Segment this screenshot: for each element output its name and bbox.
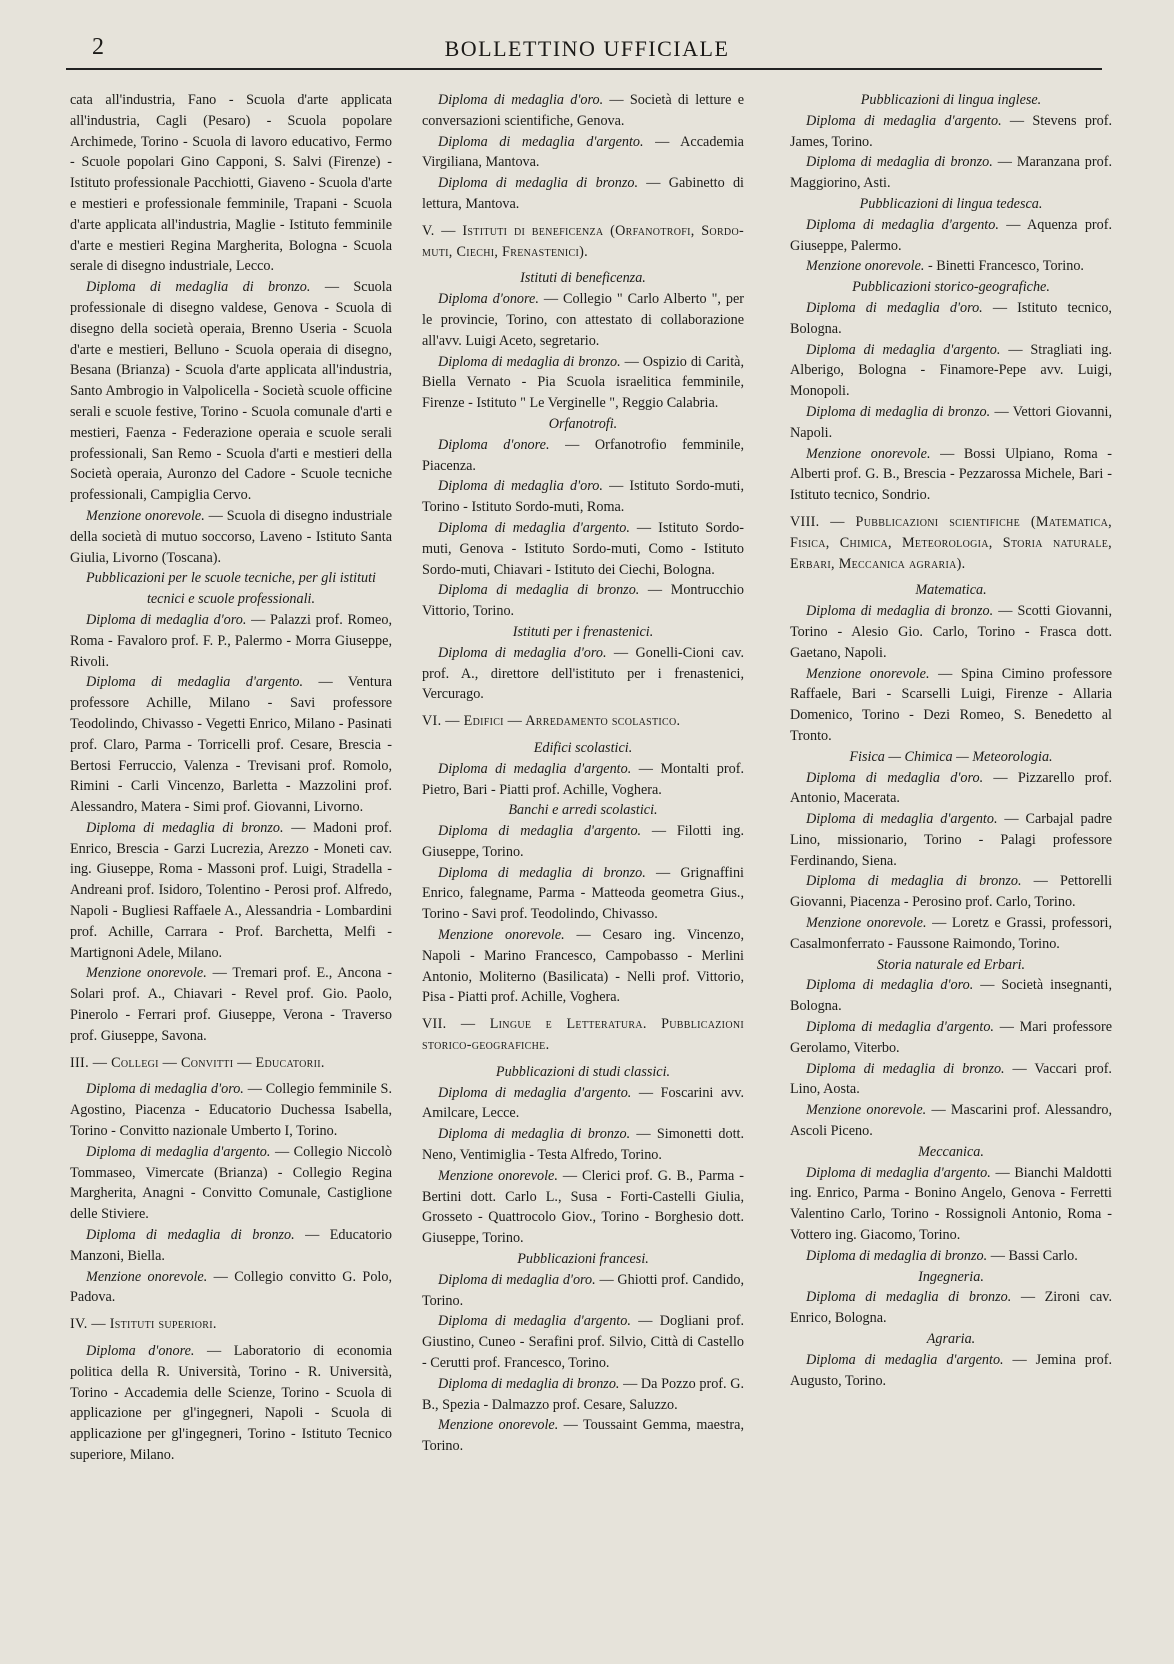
award-paragraph bbox=[70, 963, 392, 1046]
award-recipients: — Pizzarello prof. Antonio, Macerata. bbox=[790, 769, 1112, 807]
award-type: Diploma di medaglia d'oro. bbox=[438, 644, 607, 661]
award-recipients: — Montalti prof. Pietro, Bari - Piatti prof. Achille, Voghera. bbox=[422, 760, 744, 798]
award-recipients: — Spina Cimino professore Raffaele, Bari - Scarselli Luigi, Firenze - Allaria Domenico, Torino - Dezi Romeo, S. Benedetto al Tronto. bbox=[790, 665, 1113, 744]
subheading: Matematica. bbox=[915, 582, 987, 599]
award-type: Diploma di medaglia di bronzo. bbox=[86, 819, 284, 836]
award-recipients: — Laboratorio di economia politica della R. Università, Torino - R. Università, Torino - Accademia delle Scienze, Torino - Scuola di applicazione per gl'ingegneri, Napoli - Scuola di applicazione per gl'ingegneri, Torino - Istituto Tecnico superiore, Milano. bbox=[70, 1343, 393, 1463]
award-paragraph bbox=[422, 90, 744, 132]
award-type: Menzione onorevole. bbox=[86, 1268, 208, 1285]
award-recipients: — Ospizio di Carità, Biella Vernato - Pia Scuola israelitica femminile, Firenze - Istituto " Le Verginelle ", Reggio Calabria. bbox=[422, 353, 744, 412]
award-paragraph bbox=[790, 256, 1112, 277]
award-paragraph bbox=[790, 402, 1112, 444]
award-recipients: — Società di letture e conversazioni scientifiche, Genova. bbox=[422, 92, 744, 129]
award-type: Diploma di medaglia di bronzo. bbox=[438, 1126, 631, 1143]
subheading: Storia naturale ed Erbari. bbox=[876, 956, 1026, 973]
award-recipients: — Da Pozzo prof. G. B., Spezia - Dalmazzo prof. Cesare, Saluzzo. bbox=[422, 1375, 744, 1413]
award-recipients: — Stevens prof. James, Torino. bbox=[790, 112, 1112, 150]
subheading: Pubblicazioni di studi classici. bbox=[495, 1063, 671, 1080]
award-type: Menzione onorevole. bbox=[806, 915, 927, 932]
subheading: Istituti di beneficenza. bbox=[520, 270, 646, 287]
award-type: Diploma di medaglia d'oro. bbox=[438, 478, 603, 495]
award-recipients: — Mari professore Gerolamo, Viterbo. bbox=[790, 1019, 1113, 1056]
award-recipients: — Foscarini avv. Amilcare, Lecce. bbox=[422, 1084, 744, 1122]
award-type: Diploma di medaglia di bronzo. bbox=[438, 582, 640, 599]
award-paragraph bbox=[790, 1100, 1112, 1142]
subheading: Pubblicazioni di lingua inglese. bbox=[860, 92, 1042, 108]
page-number: 2 bbox=[92, 34, 104, 60]
award-recipients: — Orfanotrofio femminile, Piacenza. bbox=[422, 436, 745, 474]
award-type: Diploma di medaglia d'argento. bbox=[806, 811, 998, 828]
award-recipients: — Bossi Ulpiano, Roma - Alberti prof. G. B., Brescia - Pezzarossa Michele, Bari - Istituto tecnico, Sondrio. bbox=[790, 445, 1113, 504]
award-type: Diploma di medaglia d'argento. bbox=[438, 1084, 632, 1101]
award-paragraph bbox=[422, 518, 744, 580]
award-recipients: — Palazzi prof. Romeo, Roma - Favaloro prof. F. P., Palermo - Morra Giuseppe, Rivoli. bbox=[70, 611, 392, 670]
award-paragraph bbox=[422, 1124, 744, 1166]
subheading: Istituti per i frenastenici. bbox=[512, 623, 654, 640]
award-recipients: - Binetti Francesco, Torino. bbox=[924, 258, 1084, 275]
award-paragraph bbox=[422, 132, 744, 174]
award-paragraph bbox=[422, 352, 744, 414]
award-paragraph bbox=[70, 1341, 392, 1466]
award-type: Diploma di medaglia d'argento. bbox=[806, 216, 999, 233]
award-recipients: — Ghiotti prof. Candido, Torino. bbox=[422, 1271, 744, 1309]
award-recipients: — Simonetti dott. Neno, Ventimiglia - Testa Alfredo, Torino. bbox=[422, 1126, 745, 1164]
award-paragraph bbox=[70, 1079, 392, 1141]
award-type: Diploma di medaglia di bronzo. bbox=[806, 1060, 1005, 1077]
award-recipients: — Scuola professionale di disegno valdese, Genova - Scuola di disegno della società operaia, Brenno Useria - Scuola d'arte e mestieri, Belluno - Scuola operaia di disegno, Besana (Brianza) - Scuola d'arte applicata all'industria, Santo Ambrogio in Valpolicella - Società scuole officine serali e scuole festive, Torino - Scuola comunale d'arti e mestieri, Faenza - Federazione operaia e scuole serali professionali, San Remo - Scuola d'arti e mestieri della Società operaia, Auronzo del Cadore - Scuole tecniche professionali, Campiglia Cervo. bbox=[70, 279, 392, 504]
award-paragraph bbox=[790, 809, 1112, 871]
award-recipients: — Scotti Giovanni, Torino - Alesio Gio. Carlo, Torino - Frasca dott. Gaetano, Napoli. bbox=[790, 603, 1112, 661]
award-recipients: — Montrucchio Vittorio, Torino. bbox=[422, 582, 744, 620]
award-type: Diploma d'onore. bbox=[86, 1343, 195, 1360]
award-type: Menzione onorevole. bbox=[806, 445, 931, 462]
award-paragraph bbox=[790, 215, 1112, 257]
award-type: Diploma di medaglia di bronzo. bbox=[806, 154, 993, 171]
award-recipients: — Bassi Carlo. bbox=[987, 1247, 1078, 1264]
award-recipients: — Scuola di disegno industriale della società di mutuo soccorso, Laveno - Istituto Santa Giulia, Livorno (Toscana). bbox=[70, 507, 392, 566]
award-type: Diploma di medaglia di bronzo. bbox=[86, 1227, 295, 1244]
award-paragraph bbox=[422, 1415, 744, 1457]
award-paragraph bbox=[70, 1267, 392, 1309]
award-recipients: — Stragliati ing. Alberigo, Bologna - Finamore-Pepe avv. Luigi, Monopoli. bbox=[790, 341, 1112, 400]
subheading: Orfanotrofi. bbox=[548, 415, 618, 432]
award-type: Menzione onorevole. bbox=[806, 1102, 927, 1119]
subheading: Pubblicazioni di lingua tedesca. bbox=[859, 195, 1043, 212]
award-paragraph bbox=[422, 289, 744, 351]
award-type: Diploma di medaglia d'argento. bbox=[438, 133, 644, 150]
award-recipients: — Madoni prof. Enrico, Brescia - Garzi Lucrezia, Arezzo - Moneti cav. ing. Giuseppe, Roma - Massoni prof. Luigi, Stradella - Andreani prof. Isidoro, Tolentino - Perosi prof. Alfredo, Napoli - Bugliesi Raffaele A., Alessandria - Lombardini prof. Achille, Carrara - Prof. Barchetta, Melfi - Martignoni Adele, Milano. bbox=[70, 819, 392, 961]
subheading: Fisica — Chimica — Meteorologia. bbox=[849, 748, 1053, 765]
award-paragraph bbox=[422, 1374, 744, 1416]
award-recipients: — Istituto tecnico, Bologna. bbox=[790, 299, 1112, 337]
award-paragraph bbox=[790, 1246, 1112, 1267]
subheading: Agraria. bbox=[926, 1331, 976, 1348]
award-type: Diploma di medaglia d'argento. bbox=[806, 112, 1002, 129]
award-type: Diploma di medaglia d'argento. bbox=[806, 341, 1001, 358]
section-heading: V. — Istituti di beneficenza (Orfanotrofi, Sordo-muti, Ciechi, Frenastenici). bbox=[422, 222, 744, 260]
award-paragraph bbox=[70, 610, 392, 672]
award-paragraph bbox=[790, 913, 1112, 955]
text-paragraph: cata all'industria, Fano - Scuola d'arte applicata all'industria, Cagli (Pesaro) - Scuola popolare Archimede, Torino - Scuola di lavoro educativo, Fermo - Scuole popolari Gino Capponi, S. Salvi (Firenze) - Istituto professionale Pacchiotti, Giaveno - Scuola d'arte e mestieri e professionale femminile, Trapani - Scuola d'arte applicata all'industria, Maglie - Istituto femminile d'arte e mestieri Regina Margherita, Bologna - Scuola serale di disegno industriale, Lecco. bbox=[70, 92, 392, 275]
award-type: Diploma di medaglia d'argento. bbox=[438, 823, 642, 840]
award-type: Menzione onorevole. bbox=[806, 258, 925, 275]
award-recipients: — Jemina prof. Augusto, Torino. bbox=[790, 1351, 1112, 1389]
award-recipients: — Accademia Virgiliana, Mantova. bbox=[422, 133, 744, 171]
award-recipients: — Società insegnanti, Bologna. bbox=[790, 977, 1112, 1015]
award-paragraph bbox=[422, 1083, 744, 1125]
award-paragraph bbox=[790, 1350, 1112, 1392]
award-type: Diploma di medaglia d'oro. bbox=[806, 977, 974, 994]
section-heading: VIII. — Pubblicazioni scientifiche (Matematica, Fisica, Chimica, Meteorologia, Storia naturale, Erbari, Meccanica agraria). bbox=[790, 513, 1112, 572]
award-recipients: — Toussaint Gemma, maestra, Torino. bbox=[422, 1417, 744, 1455]
award-recipients: — Clerici prof. G. B., Parma - Bertini dott. Carlo L., Susa - Forti-Castelli Giulia, Grosseto - Quattrocolo Giov., Torino - Borghesio dott. Giuseppe, Torino. bbox=[422, 1167, 745, 1247]
award-type: Diploma di medaglia d'argento. bbox=[806, 1164, 991, 1181]
award-type: Diploma di medaglia di bronzo. bbox=[806, 603, 994, 620]
award-paragraph bbox=[422, 476, 744, 518]
award-paragraph bbox=[70, 506, 392, 568]
award-type: Diploma d'onore. bbox=[438, 291, 539, 308]
text-column-1 bbox=[70, 90, 392, 1466]
award-recipients: — Mascarini prof. Alessandro, Ascoli Piceno. bbox=[790, 1102, 1112, 1140]
award-recipients: — Tremari prof. E., Ancona - Solari prof. A., Chiavari - Revel prof. Gio. Paolo, Pinerolo - Ferrari prof. Giuseppe, Verona - Traverso prof. Giuseppe, Savona. bbox=[70, 965, 393, 1044]
award-recipients: — Maranzana prof. Maggiorino, Asti. bbox=[790, 154, 1112, 192]
award-paragraph bbox=[422, 580, 744, 622]
subheading: Banchi e arredi scolastici. bbox=[508, 802, 658, 819]
award-paragraph bbox=[422, 925, 744, 1008]
award-paragraph bbox=[422, 1270, 744, 1312]
award-recipients: — Zironi cav. Enrico, Bologna. bbox=[790, 1289, 1112, 1327]
subheading: Pubblicazioni storico-geografiche. bbox=[852, 279, 1050, 296]
award-type: Diploma di medaglia di bronzo. bbox=[86, 279, 311, 296]
section-heading: III. — Collegi — Convitti — Educatorii. bbox=[70, 1054, 325, 1071]
subheading: Pubblicazioni per le scuole tecniche, per gli istituti tecnici e scuole professionali. bbox=[86, 570, 376, 608]
award-paragraph bbox=[790, 975, 1112, 1017]
award-paragraph bbox=[422, 863, 744, 925]
award-recipients: — Educatorio Manzoni, Biella. bbox=[70, 1227, 392, 1264]
award-type: Menzione onorevole. bbox=[438, 927, 565, 944]
award-type: Diploma di medaglia d'argento. bbox=[806, 1019, 994, 1036]
award-type: Diploma di medaglia d'oro. bbox=[806, 769, 984, 786]
award-recipients: — Gonelli-Cioni cav. prof. A., direttore dell'istituto per i frenastenici, Vercurago. bbox=[422, 644, 744, 703]
award-type: Diploma di medaglia di bronzo. bbox=[806, 1289, 1012, 1306]
text-column-2 bbox=[422, 90, 744, 1457]
award-type: Diploma di medaglia di bronzo. bbox=[806, 403, 991, 420]
award-recipients: — Istituto Sordo-muti, Genova - Istituto Sordo-muti, Como - Istituto Sordo-muti, Chiavari - Istituto dei Ciechi, Bologna. bbox=[422, 519, 745, 578]
award-recipients: — Collegio convitto G. Polo, Padova. bbox=[70, 1268, 393, 1306]
award-paragraph bbox=[70, 818, 392, 964]
award-type: Diploma di medaglia di bronzo. bbox=[438, 864, 646, 881]
award-paragraph bbox=[790, 444, 1112, 506]
award-paragraph bbox=[422, 1166, 744, 1249]
award-type: Diploma di medaglia d'oro. bbox=[86, 611, 247, 628]
section-heading: IV. — Istituti superiori. bbox=[70, 1316, 217, 1333]
award-paragraph bbox=[790, 340, 1112, 402]
award-type: Diploma di medaglia d'oro. bbox=[438, 1271, 596, 1288]
award-recipients: — Cesaro ing. Vincenzo, Napoli - Marino Francesco, Campobasso - Merlini Antonio, Moliterno (Basilicata) - Nelli prof. Vittorio, Pisa - Piatti prof. Achille, Voghera. bbox=[422, 927, 745, 1006]
award-type: Diploma di medaglia d'argento. bbox=[86, 674, 304, 691]
award-type: Diploma di medaglia di bronzo. bbox=[806, 873, 1022, 890]
award-paragraph bbox=[790, 1287, 1112, 1329]
award-type: Diploma di medaglia d'argento. bbox=[438, 519, 630, 536]
award-type: Menzione onorevole. bbox=[86, 507, 205, 524]
award-recipients: — Collegio Niccolò Tommaseo, Vimercate (Brianza) - Collegio Regina Margherita, Anagni - Convitto Comunale, Castiglione delle Stiviere. bbox=[70, 1143, 392, 1223]
subheading: Pubblicazioni francesi. bbox=[517, 1251, 649, 1268]
award-paragraph bbox=[422, 759, 744, 801]
text-column-3 bbox=[790, 90, 1112, 1391]
award-recipients: — Gabinetto di lettura, Mantova. bbox=[422, 175, 744, 212]
award-type: Diploma di medaglia d'argento. bbox=[86, 1143, 271, 1160]
subheading: Meccanica. bbox=[918, 1143, 984, 1160]
award-paragraph bbox=[422, 173, 744, 215]
award-type: Diploma di medaglia d'argento. bbox=[438, 1313, 631, 1330]
award-recipients: — Carbajal padre Lino, missionario, Torino - Palagi professore Ferdinando, Siena. bbox=[790, 811, 1112, 869]
award-paragraph bbox=[422, 435, 744, 477]
page-title: BOLLETTINO UFFICIALE bbox=[444, 36, 730, 61]
award-paragraph bbox=[422, 1311, 744, 1373]
award-type: Menzione onorevole. bbox=[806, 665, 930, 682]
award-paragraph bbox=[790, 664, 1112, 747]
award-type: Diploma di medaglia di bronzo. bbox=[438, 175, 639, 192]
award-paragraph bbox=[790, 1163, 1112, 1246]
award-paragraph bbox=[422, 643, 744, 705]
award-paragraph bbox=[790, 1059, 1112, 1101]
award-type: Diploma di medaglia di bronzo. bbox=[438, 353, 621, 370]
award-recipients: — Dogliani prof. Giustino, Cuneo - Serafini prof. Silvio, Città di Castello - Cerutti prof. Francesco, Torino. bbox=[422, 1313, 744, 1372]
award-paragraph bbox=[70, 277, 392, 506]
award-type: Menzione onorevole. bbox=[438, 1417, 559, 1434]
section-heading: VII. — Lingue e Letteratura. Pubblicazioni storico-geografiche. bbox=[422, 1016, 744, 1054]
award-type: Menzione onorevole. bbox=[86, 965, 207, 982]
award-recipients: — Pettorelli Giovanni, Piacenza - Perosino prof. Carlo, Torino. bbox=[790, 873, 1113, 911]
award-recipients: — Collegio femminile S. Agostino, Piacenza - Educatorio Duchessa Isabella, Torino - Convitto nazionale Umberto I, Torino. bbox=[70, 1081, 392, 1140]
section-heading: VI. — Edifici — Arredamento scolastico. bbox=[422, 713, 681, 730]
award-paragraph bbox=[70, 672, 392, 818]
award-recipients: — Collegio " Carlo Alberto ", per le provincie, Torino, con attestato di collaborazione all'avv. Luigi Aceto, segretario. bbox=[422, 291, 745, 349]
award-recipients: — Bianchi Maldotti ing. Enrico, Parma - Bonino Angelo, Genova - Ferretti Valentino Carlo, Torino - Rossignoli Antonio, Roma - Vottero ing. Giacomo, Torino. bbox=[790, 1164, 1112, 1244]
award-recipients: — Aquenza prof. Giuseppe, Palermo. bbox=[790, 216, 1112, 254]
award-paragraph bbox=[70, 1225, 392, 1267]
award-type: Diploma di medaglia di bronzo. bbox=[438, 1375, 620, 1392]
award-recipients: — Loretz e Grassi, professori, Casalmonferrato - Faussone Raimondo, Torino. bbox=[790, 915, 1113, 952]
award-paragraph bbox=[70, 1142, 392, 1225]
award-paragraph bbox=[790, 152, 1112, 194]
award-recipients: — Istituto Sordo-muti, Torino - Istituto Sordo-muti, Roma. bbox=[422, 478, 744, 516]
award-type: Diploma di medaglia di bronzo. bbox=[806, 1247, 988, 1264]
award-type: Diploma d'onore. bbox=[438, 436, 550, 453]
header-rule bbox=[66, 68, 1102, 70]
award-recipients: — Vaccari prof. Lino, Aosta. bbox=[790, 1060, 1112, 1098]
award-paragraph bbox=[790, 1017, 1112, 1059]
award-paragraph bbox=[790, 768, 1112, 810]
award-type: Diploma di medaglia d'argento. bbox=[806, 1351, 1004, 1368]
award-paragraph bbox=[790, 871, 1112, 913]
award-type: Menzione onorevole. bbox=[438, 1167, 558, 1184]
award-type: Diploma di medaglia d'oro. bbox=[806, 299, 983, 316]
award-type: Diploma di medaglia d'oro. bbox=[86, 1081, 244, 1098]
award-recipients: — Grignaffini Enrico, falegname, Parma - Matteoda geometra Gius., Torino - Savi prof. Teodolindo, Chivasso. bbox=[422, 864, 744, 923]
award-recipients: — Filotti ing. Giuseppe, Torino. bbox=[422, 823, 744, 860]
subheading: Ingegneria. bbox=[918, 1268, 984, 1285]
award-paragraph bbox=[422, 821, 744, 863]
award-recipients: — Ventura professore Achille, Milano - Savi professore Teodolindo, Chivasso - Vegetti Enrico, Milano - Pasinati prof. Claro, Parma - Torricelli prof. Cesare, Brescia - Bertosi Ferruccio, Valenza - Trevisani prof. Romolo, Rimini - Carli Vincenzo, Barletta - Mazzolini prof. Alessandro, Matera - Simi prof. Giovanni, Livorno. bbox=[70, 674, 392, 816]
award-type: Diploma di medaglia d'oro. bbox=[438, 92, 604, 108]
award-paragraph bbox=[790, 111, 1112, 153]
subheading: Edifici scolastici. bbox=[533, 739, 633, 756]
award-paragraph bbox=[790, 298, 1112, 340]
award-type: Diploma di medaglia d'argento. bbox=[438, 760, 632, 777]
award-paragraph bbox=[790, 601, 1112, 663]
award-recipients: — Vettori Giovanni, Napoli. bbox=[790, 403, 1112, 441]
